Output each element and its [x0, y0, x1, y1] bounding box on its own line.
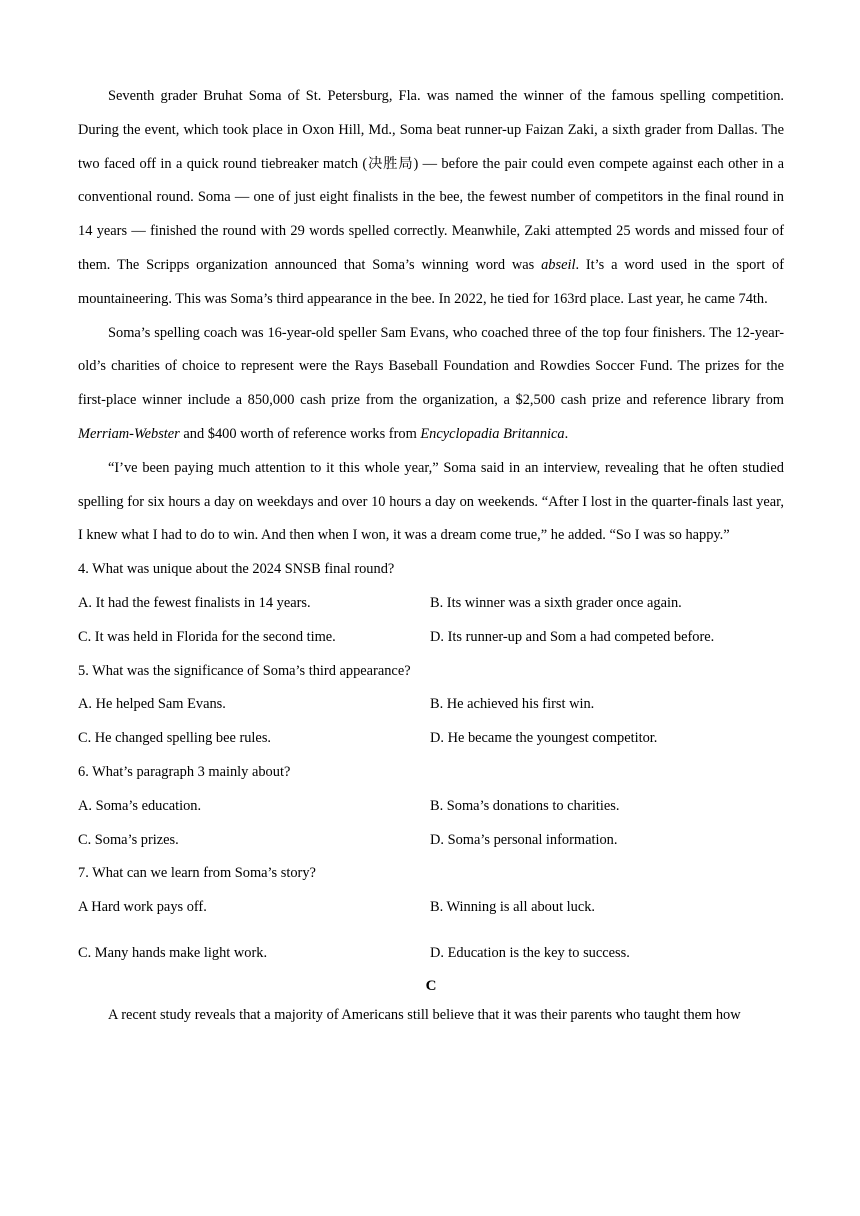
- question-4-stem: 4. What was unique about the 2024 SNSB final round?: [78, 561, 395, 578]
- question-5-options-row-1: [78, 688, 784, 722]
- question-5-option-c: C. He changed spelling bee rules.: [78, 730, 272, 747]
- question-6-option-b: B. Soma’s donations to charities.: [430, 797, 620, 814]
- question-4-option-d: D. Its runner-up and Som a had competed before.: [430, 628, 715, 645]
- section-c-first-line: A recent study reveals that a majority of Americans still believe that it was their parents who taught them how: [108, 1006, 741, 1023]
- question-6-option-d: D. Soma’s personal information.: [430, 831, 618, 848]
- passage-paragraph-1: [78, 80, 784, 317]
- question-7-option-c: C. Many hands make light work.: [78, 945, 268, 962]
- question-6-option-c: C. Soma’s prizes.: [78, 831, 179, 848]
- question-6-stem: 6. What’s paragraph 3 mainly about?: [78, 763, 291, 780]
- question-6-options-row-2: [78, 824, 784, 858]
- paragraph-1-text-a: Seventh grader Bruhat Soma of St. Petersburg, Fla. was named the winner of the famous spelling competition. During the event, which took place in Oxon Hill, Md., Soma beat runner-up Faizan Zaki, a sixth grader from Dallas. The two faced off in a quick round tiebreaker match (决胜局) — before the pair could even compete against each other in a conventional round. Soma — one of just eight finalists in the bee, the fewest number of competitors in the final round in 14 years — finished the round with 29 words spelled correctly. Meanwhile, Zaki attempted 25 words and missed four of them. The Scripps organization announced that Soma’s winning word was: [78, 88, 784, 273]
- paragraph-2-text-c: .: [564, 425, 569, 442]
- paragraph-2-text-b: and $400 worth of reference works from: [179, 425, 421, 442]
- question-5-options-row-2: [78, 722, 784, 756]
- question-4-option-c: C. It was held in Florida for the second time.: [78, 628, 336, 645]
- section-heading: C: [425, 977, 437, 994]
- passage-paragraph-3: “I’ve been paying much attention to it this whole year,” Soma said in an interview, revealing that he often studied spelling for six hours a day on weekdays and over 10 hours a day on weekends. “After I lost in the quarter-finals last year, I knew what I had to do to win. And then when I won, it was a dream come true,” he added. “So I was so happy.”: [78, 459, 784, 544]
- question-5-option-b: B. He achieved his first win.: [430, 696, 595, 713]
- paragraph-2-italic-b: Encyclopadia Britannica: [420, 425, 565, 442]
- question-7-option-b: B. Winning is all about luck.: [430, 899, 596, 916]
- passage-paragraph-2: [78, 317, 784, 452]
- question-7-options-row-1: [78, 891, 784, 937]
- question-5-option-a: A. He helped Sam Evans.: [78, 696, 226, 713]
- question-6-option-a: A. Soma’s education.: [78, 797, 202, 814]
- question-4-option-b: B. Its winner was a sixth grader once again.: [430, 594, 682, 611]
- question-7-options-row-2: [78, 937, 784, 971]
- question-4-options-row-1: [78, 587, 784, 621]
- question-4-options-row-2: [78, 621, 784, 655]
- question-6-options-row-1: [78, 790, 784, 824]
- question-7-stem: 7. What can we learn from Soma’s story?: [78, 865, 316, 882]
- question-5-stem: 5. What was the significance of Soma’s third appearance?: [78, 662, 411, 679]
- paragraph-1-italic-word: abseil: [541, 256, 576, 273]
- paragraph-2-italic-a: Merriam-Webster: [78, 425, 180, 442]
- question-7-option-d: D. Education is the key to success.: [430, 945, 630, 962]
- paragraph-1-text-b: . It’s a word used in the sport of mountaineering. This was Soma’s third appearance in the bee. In 2022, he tied for 163rd place. Last year, he came 74th.: [78, 256, 784, 307]
- question-7-option-a: A Hard work pays off.: [78, 899, 207, 916]
- paragraph-2-text-a: Soma’s spelling coach was 16-year-old speller Sam Evans, who coached three of the top four finishers. The 12-year-old’s charities of choice to represent were the Rays Baseball Foundation and Rowdies Soccer Fund. The prizes for the first-place winner include a 850,000 cash prize from the organization, a $2,500 cash prize and reference library from: [78, 324, 784, 409]
- question-5-option-d: D. He became the youngest competitor.: [430, 730, 658, 747]
- document-page: [78, 80, 784, 1033]
- question-4-option-a: A. It had the fewest finalists in 14 years.: [78, 594, 311, 611]
